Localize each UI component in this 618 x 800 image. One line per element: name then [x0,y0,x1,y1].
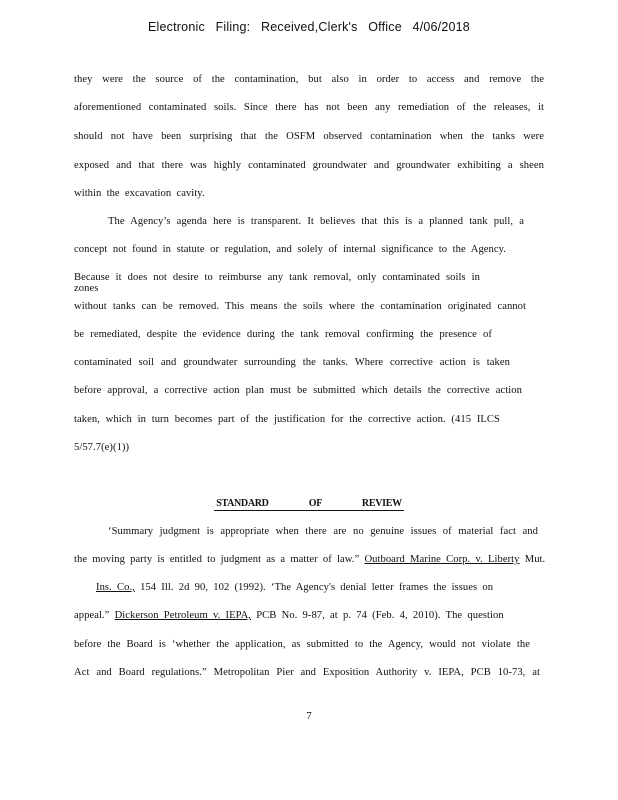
body-line: ‘Summary judgment is appropriate when there are no genuine issues of material fact and [108,526,538,537]
section-heading [0,498,618,511]
body-text: appeal.” [74,610,110,621]
body-line: aforementioned contaminated soils. Since there has not been any remediation of the releases, it [74,102,544,113]
filing-header: Electronic Filing: Received,Clerk's Office 4/06/2018 [148,20,470,34]
section-heading-text: STANDARD OF REVIEW [216,498,402,509]
body-text: Mut. [524,554,546,565]
body-line: contaminated soil and groundwater surrounding the tanks. Where corrective action is taken [74,357,510,368]
case-citation: Outboard Marine Corp. v. Liberty [364,554,520,565]
body-line: Act and Board regulations.” Metropolitan Pier and Exposition Authority v. IEPA, PCB 10-73, at [74,667,540,678]
body-line: Because it does not desire to reimburse any tank removal, only contaminated soils in zones [74,272,480,294]
body-line: they were the source of the contamination, but also in order to access and remove the [74,74,544,85]
case-citation: Ins. Co., [96,582,135,593]
body-line: be remediated, despite the evidence during the tank removal confirming the presence of [74,329,492,340]
body-line [96,582,516,593]
body-line: concept not found in statute or regulation, and solely of internal significance to the Agency. [74,244,506,255]
body-text: 154 Ill. 2d 90, 102 (1992). ‘The Agency's denial letter frames the issues on [140,582,494,593]
page-number: 7 [306,710,312,722]
body-line: before the Board is ‘whether the application, as submitted to the Agency, would not violate the [74,639,530,650]
body-line: 5/57.7(e)(1)) [74,442,130,453]
body-line [74,554,554,565]
case-citation: Dickerson Petroleum v. IEPA, [114,610,252,621]
body-line: without tanks can be removed. This means the soils where the contamination originated cannot [74,301,526,312]
body-line: should not have been surprising that the OSFM observed contamination when the tanks were [74,131,544,142]
body-line: The Agency’s agenda here is transparent. It believes that this is a planned tank pull, a [108,216,524,227]
body-line: within the excavation cavity. [74,188,205,199]
body-line [74,610,524,621]
body-line: before approval, a corrective action plan must be submitted which details the corrective action [74,385,522,396]
body-line: taken, which in turn becomes part of the justification for the corrective action. (415 ILCS [74,414,500,425]
body-line: exposed and that there was highly contaminated groundwater and groundwater exhibiting a sheen [74,160,544,171]
body-text: the moving party is entitled to judgment as a matter of law.” [74,554,360,565]
body-text: PCB No. 9-87, at p. 74 (Feb. 4, 2010). The question [256,610,504,621]
